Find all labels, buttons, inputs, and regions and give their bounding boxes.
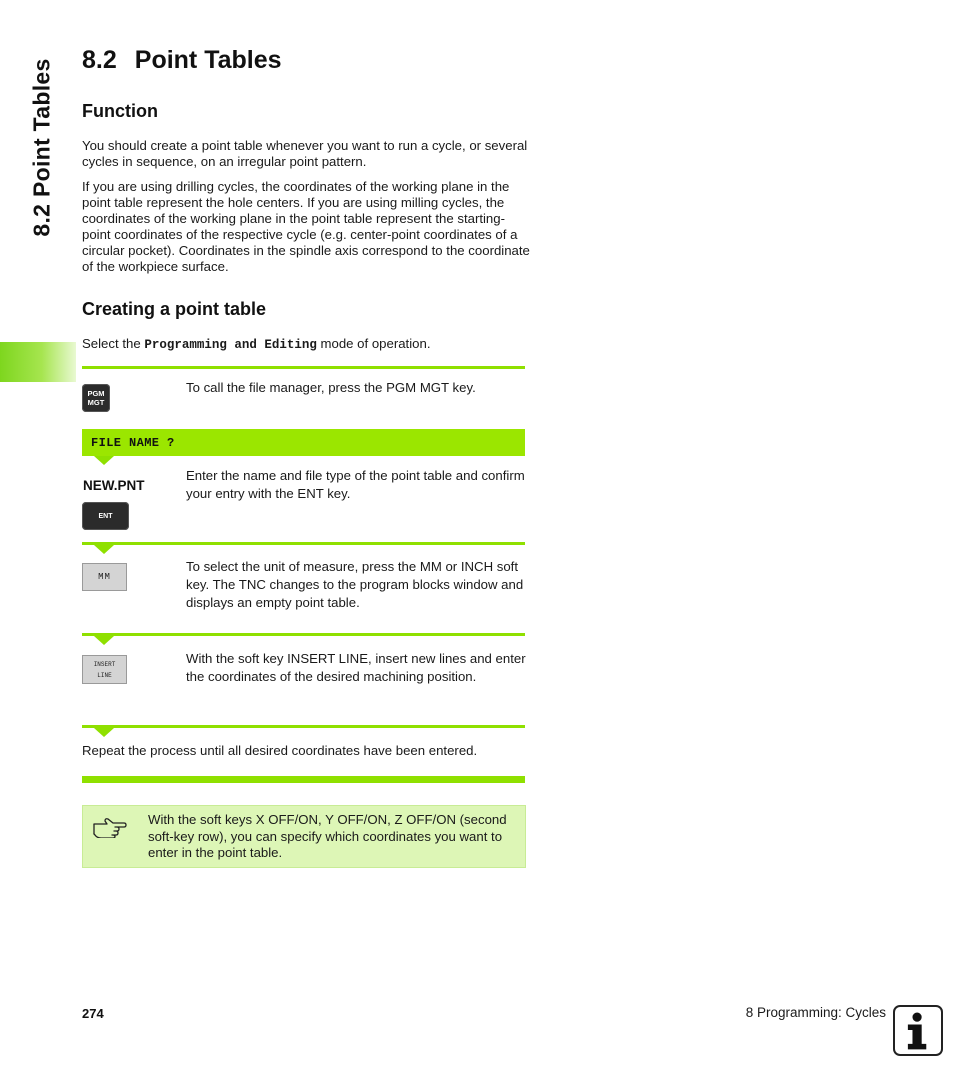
note-box (82, 805, 526, 868)
pgm-mgt-instruction: To call the file manager, press the PGM MGT key. (186, 380, 476, 395)
file-name-input[interactable]: NEW.PNT (83, 478, 145, 493)
function-paragraph-1: You should create a point table whenever you want to run a cycle, or several cycles in sequence, on an irregular point pattern. (82, 138, 528, 169)
unit-instruction: To select the unit of measure, press the MM or INCH soft key. The TNC changes to the program blocks window and displays an empty point table. (186, 559, 524, 610)
section-title: Point Tables (134, 46, 282, 74)
mm-softkey[interactable]: MM (82, 563, 127, 591)
step-arrow (94, 545, 114, 554)
pointing-hand-icon (93, 816, 127, 838)
step-divider-1 (82, 366, 525, 369)
creating-intro: Select the Programming and Editing mode of operation. (82, 336, 431, 352)
creating-heading: Creating a point table (82, 299, 267, 319)
insert-line-softkey[interactable]: INSERT LINE (82, 655, 127, 684)
function-paragraph-2: If you are using drilling cycles, the coordinates of the working plane in the point table represent the hole centers. If you are using milling cycles, the coordinates of the working plane in the point table represent the starting-point coordinates of the respective cycle (e.g. center-point coordinates of a circular pocket). Coordinates in the spindle axis correspond to the coordinate of the workpiece surface. (82, 179, 530, 274)
step-arrow (94, 636, 114, 645)
info-glyph (895, 1007, 941, 1054)
section-number: 8.2 (82, 46, 117, 74)
file-name-prompt: FILE NAME ? (82, 429, 525, 456)
step-arrow (94, 456, 114, 465)
section-end-bar (82, 776, 525, 783)
chapter-footer: 8 Programming: Cycles (745, 1005, 886, 1020)
ent-instruction: Enter the name and file type of the point table and confirm your entry with the ENT key. (186, 468, 525, 501)
repeat-instruction: Repeat the process until all desired coordinates have been entered. (82, 743, 478, 758)
ent-key[interactable]: ENT (82, 502, 129, 530)
step-divider-2 (82, 542, 525, 545)
step-divider-4 (82, 725, 525, 728)
function-heading: Function (82, 101, 158, 121)
info-icon (893, 1005, 943, 1056)
page-number: 274 (82, 1006, 104, 1021)
side-green-tab (0, 342, 76, 382)
side-chapter-title: 8.2 Point Tables (28, 57, 55, 237)
step-arrow (94, 728, 114, 737)
pgm-mgt-key[interactable]: PGM MGT (82, 384, 110, 412)
mode-name: Programming and Editing (144, 338, 317, 352)
insert-line-instruction: With the soft key INSERT LINE, insert new lines and enter the coordinates of the desired machining position. (186, 651, 526, 684)
step-divider-3 (82, 633, 525, 636)
note-text: With the soft keys X OFF/ON, Y OFF/ON, Z OFF/ON (second soft-key row), you can specify which coordinates you want to enter in the point table. (148, 812, 507, 860)
page-title (82, 46, 282, 75)
